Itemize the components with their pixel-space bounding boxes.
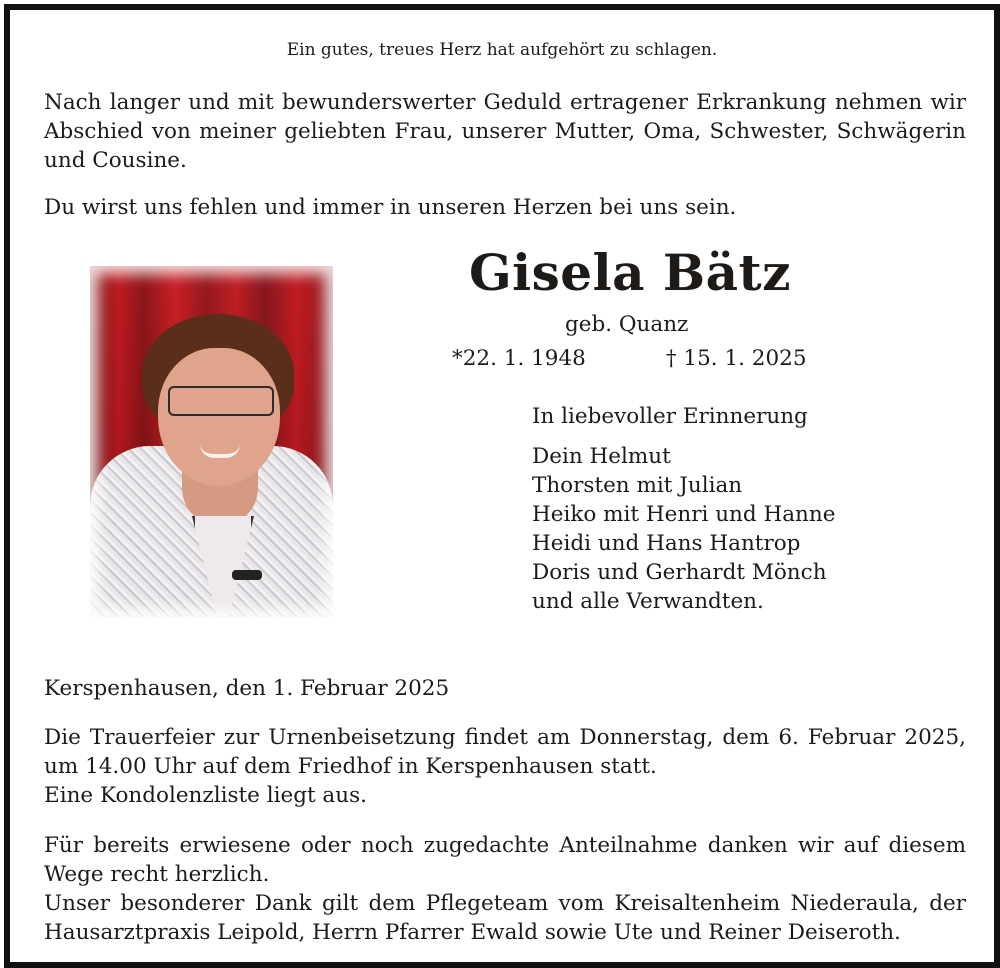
place-date: Kerspenhausen, den 1. Februar 2025 bbox=[44, 676, 450, 701]
mourner: und alle Verwandten. bbox=[532, 589, 764, 614]
intro-line: und Cousine. bbox=[44, 148, 187, 173]
funeral-line: um 14.00 Uhr auf dem Friedhof in Kerspenhausen statt. bbox=[44, 754, 657, 779]
portrait-photo bbox=[90, 266, 333, 617]
life-dates bbox=[452, 346, 807, 371]
mourner: Heiko mit Henri und Hanne bbox=[532, 502, 836, 527]
deceased-name: Gisela Bätz bbox=[468, 243, 792, 302]
birth-date: *22. 1. 1948 bbox=[452, 346, 586, 371]
funeral-line: Die Trauerfeier zur Urnenbeisetzung findet am Donnerstag, dem 6. Februar 2025, bbox=[44, 725, 966, 750]
motto: Ein gutes, treues Herz hat aufgehört zu schlagen. bbox=[286, 40, 718, 60]
thanks-line: Unser besonderer Dank gilt dem Pflegeteam vom Kreisaltenheim Niederaula, der bbox=[44, 891, 966, 916]
thanks-line: Wege recht herzlich. bbox=[44, 862, 270, 887]
mourner: Thorsten mit Julian bbox=[532, 473, 743, 498]
mourner: Doris und Gerhardt Mönch bbox=[532, 560, 827, 585]
funeral-line: Eine Kondolenzliste liegt aus. bbox=[44, 783, 367, 808]
maiden-name: geb. Quanz bbox=[565, 312, 689, 337]
farewell-text: Du wirst uns fehlen und immer in unseren Herzen bei uns sein. bbox=[44, 195, 737, 220]
thanks-line: Für bereits erwiesene oder noch zugedachte Anteilnahme danken wir auf diesem bbox=[44, 833, 966, 858]
mourner: Heidi und Hans Hantrop bbox=[532, 531, 801, 556]
death-date: † 15. 1. 2025 bbox=[665, 346, 807, 371]
mourner: Dein Helmut bbox=[532, 444, 671, 469]
obituary-notice bbox=[4, 4, 1000, 968]
intro-line: Abschied von meiner geliebten Frau, unserer Mutter, Oma, Schwester, Schwägerin bbox=[44, 119, 966, 144]
intro-line: Nach langer und mit bewunderswerter Geduld ertragener Erkrankung nehmen wir bbox=[44, 90, 966, 115]
remembrance-heading: In liebevoller Erinnerung bbox=[532, 404, 808, 429]
thanks-line: Hausarztpraxis Leipold, Herrn Pfarrer Ewald sowie Ute und Reiner Deiseroth. bbox=[44, 920, 901, 945]
